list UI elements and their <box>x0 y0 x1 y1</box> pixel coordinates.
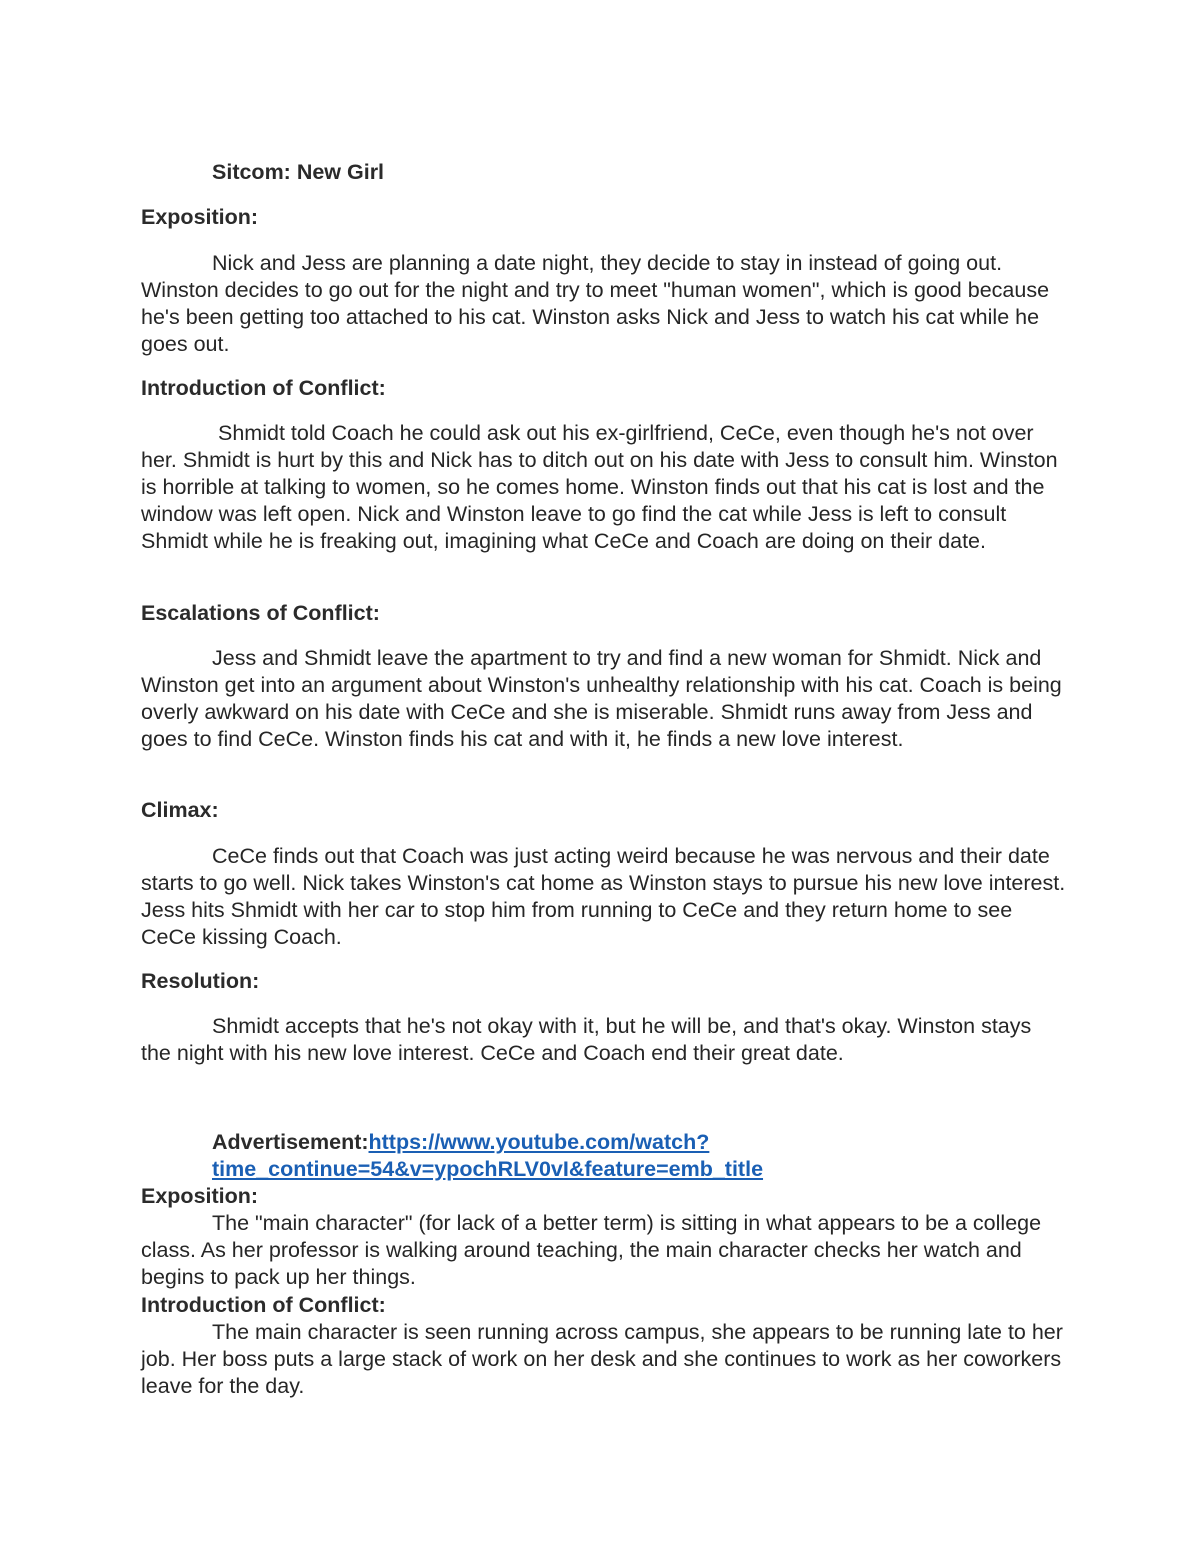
ad-exposition-paragraph <box>141 1210 1066 1291</box>
advertisement-header <box>212 1129 912 1183</box>
escalation-heading: Escalations of Conflict: <box>141 601 380 625</box>
climax-paragraph <box>141 843 1066 951</box>
document-title: Sitcom: New Girl <box>212 160 385 184</box>
exposition-text: Nick and Jess are planning a date night, they decide to stay in instead of going out. Winston decides to go out for the night and try to meet "human women", which is good because he's been getting too attached to his cat. Winston asks Nick and Jess to watch his cat while he goes out. <box>141 251 1050 356</box>
climax-heading: Climax: <box>141 798 219 822</box>
ad-conflict-heading: Introduction of Conflict: <box>141 1293 386 1317</box>
conflict-text: Shmidt told Coach he could ask out his ex-girlfriend, CeCe, even though he's not over her. Shmidt is hurt by this and Nick has to ditch out on his date with Jess to consult him. Winston is horrible at talking to women, so he comes home. Winston finds out that his cat is lost and the window was left open. Nick and Winston leave to go find the cat while Jess is left to consult Shmidt while he is freaking out, imagining what CeCe and Coach are doing on their date. <box>141 421 1058 553</box>
resolution-text: Shmidt accepts that he's not okay with it, but he will be, and that's okay. Winston stays the night with his new love interest. CeCe and Coach end their great date. <box>141 1014 1032 1065</box>
advertisement-line-2 <box>212 1156 912 1183</box>
climax-text: CeCe finds out that Coach was just acting weird because he was nervous and their date starts to go well. Nick takes Winston's cat home as Winston stays to pursue his new love interest. Jess hits Shmidt with her car to stop him from running to CeCe and they return home to see CeCe kissing Coach. <box>141 844 1066 949</box>
ad-conflict-paragraph <box>141 1319 1066 1400</box>
advertisement-label: Advertisement: <box>212 1130 369 1154</box>
conflict-paragraph <box>141 420 1066 555</box>
ad-exposition-heading: Exposition: <box>141 1184 259 1208</box>
resolution-paragraph <box>141 1013 1066 1067</box>
escalation-text: Jess and Shmidt leave the apartment to try and find a new woman for Shmidt. Nick and Winston get into an argument about Winston's unhealthy relationship with his cat. Coach is being overly awkward on his date with CeCe and she is miserable. Shmidt runs away from Jess and goes to find CeCe. Winston finds his cat and with it, he finds a new love interest. <box>141 646 1062 751</box>
escalation-paragraph <box>141 645 1066 753</box>
exposition-heading: Exposition: <box>141 205 259 229</box>
advertisement-line-1 <box>212 1129 912 1156</box>
ad-conflict-text: The main character is seen running across campus, she appears to be running late to her job. Her boss puts a large stack of work on her desk and she continues to work as her coworkers leave for the day. <box>141 1320 1063 1398</box>
advertisement-link-part-1[interactable]: https://www.youtube.com/watch? <box>368 1130 710 1154</box>
conflict-heading: Introduction of Conflict: <box>141 376 386 400</box>
resolution-heading: Resolution: <box>141 969 260 993</box>
advertisement-link-part-2[interactable]: time_continue=54&v=ypochRLV0vI&feature=emb_title <box>212 1157 764 1181</box>
ad-exposition-text: The "main character" (for lack of a better term) is sitting in what appears to be a college class. As her professor is walking around teaching, the main character checks her watch and begins to pack up her things. <box>141 1211 1042 1289</box>
exposition-paragraph <box>141 250 1066 358</box>
